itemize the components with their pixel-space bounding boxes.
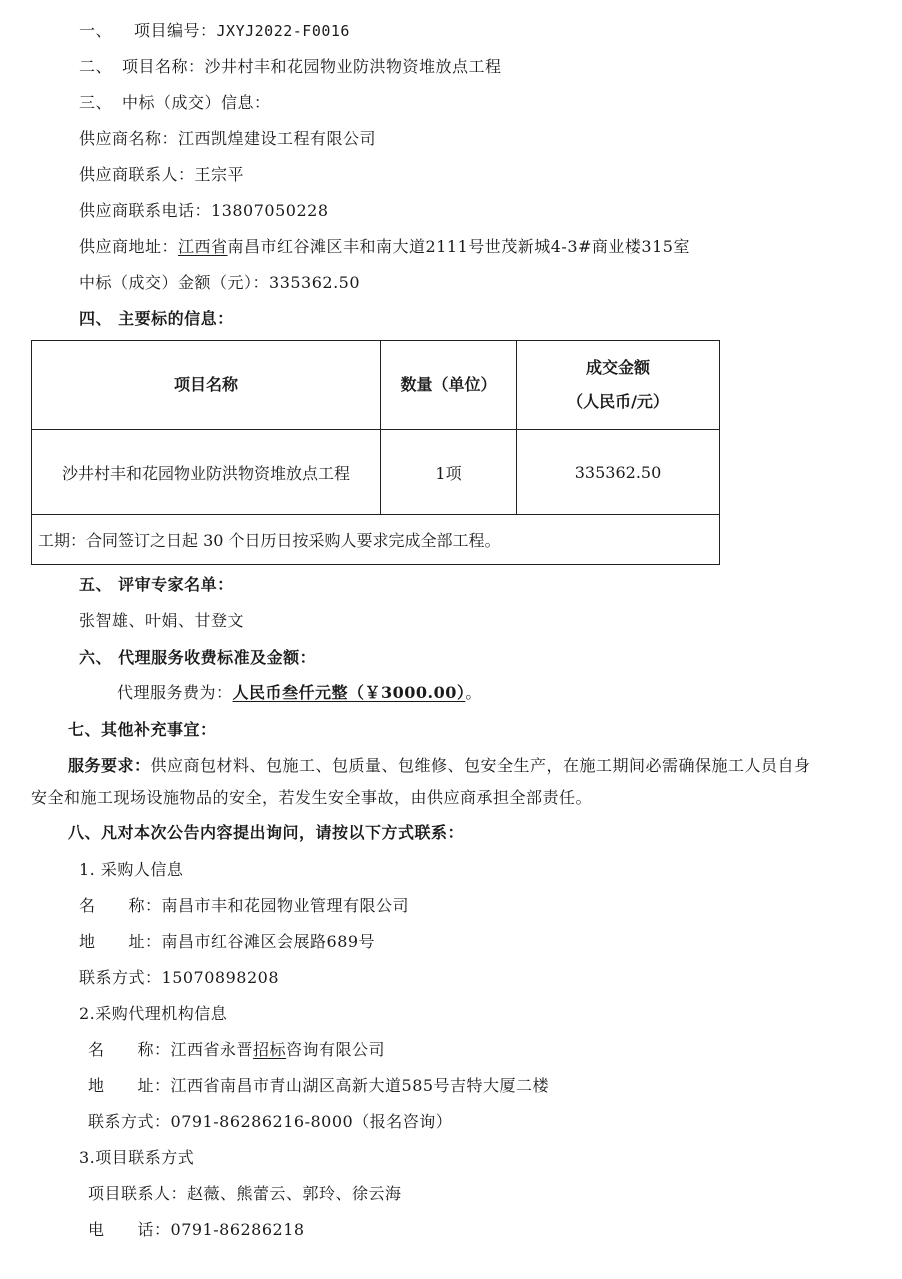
section-number: 二、 xyxy=(79,57,113,76)
label: 中标（成交）信息： xyxy=(122,93,271,112)
project-contact-heading: 3.项目联系方式 xyxy=(79,1148,195,1167)
supplier-contact: 王宗平 xyxy=(194,165,245,184)
label: 代理服务费为： xyxy=(117,683,233,702)
section-3-award-info xyxy=(79,93,271,113)
cell-amount: 335362.50 xyxy=(517,430,720,515)
supplier-contact-row xyxy=(79,165,244,185)
section-6-title: 六、 代理服务收费标准及金额： xyxy=(79,648,317,667)
supplier-phone-row xyxy=(79,201,329,221)
subject-table xyxy=(31,340,720,565)
project-phone: 0791-86286218 xyxy=(170,1220,305,1239)
section-4-title: 四、 主要标的信息： xyxy=(79,309,234,328)
label: 供应商名称： xyxy=(79,129,179,148)
buyer-name-row xyxy=(79,896,409,916)
header-amount-line2: （人民币/元） xyxy=(567,392,669,411)
table-period-row xyxy=(32,515,720,565)
agent-name-row: 名 称：江西省永晋招标咨询有限公司 xyxy=(88,1040,386,1059)
buyer-heading: 1. 采购人信息 xyxy=(79,860,184,879)
buyer-name: 南昌市丰和花园物业管理有限公司 xyxy=(161,896,410,915)
label: 项目联系人： xyxy=(88,1184,188,1203)
service-requirement: 供应商包材料、包施工、包质量、包维修、包安全生产，在施工期间必需确保施工人员自身 xyxy=(150,756,811,775)
award-amount: 335362.50 xyxy=(269,273,361,292)
agent-contact: 0791-86286216-8000（报名咨询） xyxy=(170,1112,453,1131)
cell-project-name: 沙井村丰和花园物业防洪物资堆放点工程 xyxy=(32,430,381,515)
project-number: JXYJ2022-F0016 xyxy=(216,22,350,40)
supplier-phone: 13807050228 xyxy=(211,201,329,220)
address-province: 江西省 xyxy=(178,237,228,256)
section-1-project-number xyxy=(79,21,350,41)
agent-heading: 2.采购代理机构信息 xyxy=(79,1004,228,1023)
service-requirement-line1 xyxy=(68,756,811,776)
section-5-title: 五、 评审专家名单： xyxy=(79,575,234,594)
label: 供应商联系电话： xyxy=(79,201,212,220)
header-project-name: 项目名称 xyxy=(32,341,381,430)
header-amount xyxy=(517,341,720,430)
label: 联系方式： xyxy=(88,1112,171,1131)
label: 服务要求： xyxy=(68,756,151,775)
project-contact-person-row xyxy=(88,1184,402,1204)
cell-construction-period: 工期：合同签订之日起 30 个日历日按采购人要求完成全部工程。 xyxy=(32,515,720,565)
header-amount-line1: 成交金额 xyxy=(585,358,650,377)
agency-fee: 人民币叁仟元整（￥3000.00） xyxy=(232,683,466,702)
header-quantity: 数量（单位） xyxy=(381,341,517,430)
award-amount-row xyxy=(79,273,360,293)
section-number: 三、 xyxy=(79,93,113,112)
buyer-address-row xyxy=(79,932,375,952)
agency-fee-row: 代理服务费为：人民币叁仟元整（￥3000.00）。 xyxy=(117,683,482,702)
project-phone-row xyxy=(88,1220,305,1240)
supplier-address: 南昌市红谷滩区丰和南大道2111号世茂新城4-3#商业楼315室 xyxy=(227,237,690,256)
label: 电 话： xyxy=(88,1220,171,1239)
buyer-address: 南昌市红谷滩区会展路689号 xyxy=(161,932,376,951)
label: 供应商联系人： xyxy=(79,165,195,184)
section-number: 一、 xyxy=(79,21,113,40)
label: 联系方式： xyxy=(79,968,162,987)
buyer-contact: 15070898208 xyxy=(161,968,279,987)
supplier-address-row xyxy=(79,237,690,257)
agent-address: 江西省南昌市青山湖区高新大道585号吉特大厦二楼 xyxy=(170,1076,550,1095)
agent-address-row xyxy=(88,1076,549,1096)
label: 项目名称： xyxy=(122,57,205,76)
label: 中标（成交）金额（元）： xyxy=(79,273,270,292)
supplier-name: 江西凯煌建设工程有限公司 xyxy=(178,129,377,148)
supplier-name-row xyxy=(79,129,376,149)
cell-quantity: 1项 xyxy=(381,430,517,515)
buyer-contact-row xyxy=(79,968,279,988)
table-header-row xyxy=(32,341,720,430)
project-name: 沙井村丰和花园物业防洪物资堆放点工程 xyxy=(204,57,502,76)
project-contact-persons: 赵薇、熊蕾云、郭玲、徐云海 xyxy=(187,1184,402,1203)
section-2-project-name xyxy=(79,57,502,77)
section-8-title: 八、凡对本次公告内容提出询问，请按以下方式联系： xyxy=(68,823,465,842)
label: 地 址： xyxy=(88,1076,171,1095)
label: 名 称： xyxy=(88,1040,171,1059)
service-requirement-line2: 安全和施工现场设施物品的安全，若发生安全事故，由供应商承担全部责任。 xyxy=(31,788,593,807)
section-7-title: 七、其他补充事宜： xyxy=(68,720,217,739)
table-row xyxy=(32,430,720,515)
label: 项目编号： xyxy=(134,21,217,40)
label: 地 址： xyxy=(79,932,162,951)
label: 名 称： xyxy=(79,896,162,915)
agent-contact-row xyxy=(88,1112,452,1132)
label: 供应商地址： xyxy=(79,237,179,256)
expert-list: 张智雄、叶娟、甘登文 xyxy=(79,611,245,630)
